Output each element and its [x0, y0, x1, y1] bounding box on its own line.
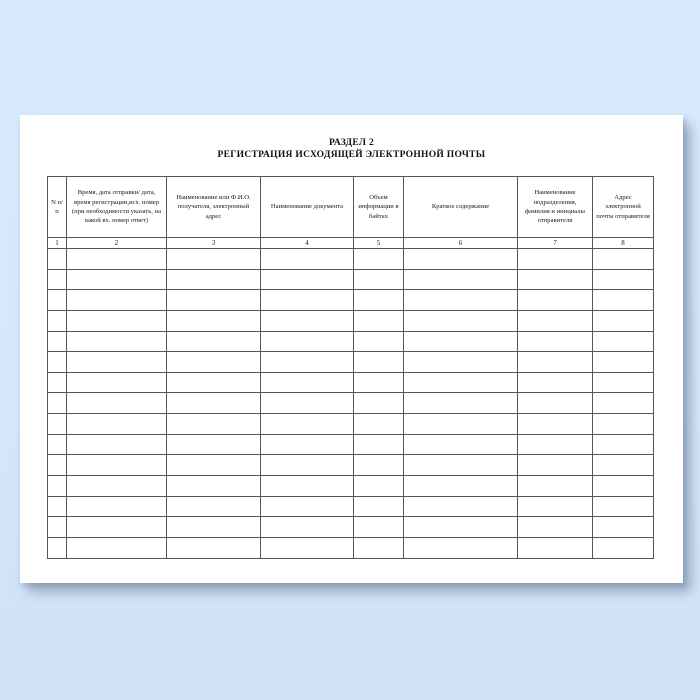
empty-cell-col8: [593, 269, 654, 290]
table-row: [48, 455, 654, 476]
column-number-3: 3: [167, 238, 261, 249]
empty-cell-col6: [404, 455, 518, 476]
table-row: [48, 393, 654, 414]
column-number-1: 1: [48, 238, 67, 249]
empty-cell-col7: [518, 290, 593, 311]
column-header-2: Время, дата отправки/ дата, время регистрации,исх. номер (при необходимости указать, на какой вх. номер ответ): [67, 177, 167, 238]
empty-cell-col4: [261, 496, 354, 517]
empty-cell-col7: [518, 414, 593, 435]
table-row: [48, 269, 654, 290]
column-number-8: 8: [593, 238, 654, 249]
empty-cell-col5: [354, 496, 404, 517]
empty-cell-col7: [518, 249, 593, 270]
empty-cell-col6: [404, 496, 518, 517]
empty-cell-col2: [67, 290, 167, 311]
empty-cell-col8: [593, 476, 654, 497]
table-row: [48, 496, 654, 517]
table-row: [48, 310, 654, 331]
column-number-4: 4: [261, 238, 354, 249]
empty-cell-col4: [261, 537, 354, 558]
table-row: [48, 372, 654, 393]
empty-cell-col8: [593, 331, 654, 352]
empty-cell-col7: [518, 476, 593, 497]
empty-cell-col2: [67, 269, 167, 290]
empty-cell-col3: [167, 537, 261, 558]
table-body: [48, 249, 654, 559]
empty-cell-col7: [518, 331, 593, 352]
empty-cell-col3: [167, 290, 261, 311]
table-row: [48, 290, 654, 311]
empty-cell-col2: [67, 372, 167, 393]
empty-cell-col5: [354, 352, 404, 373]
column-number-6: 6: [404, 238, 518, 249]
empty-cell-col5: [354, 290, 404, 311]
empty-cell-col2: [67, 517, 167, 538]
column-header-1: N п/п: [48, 177, 67, 238]
empty-cell-col7: [518, 372, 593, 393]
empty-cell-col1: [48, 393, 67, 414]
empty-cell-col1: [48, 269, 67, 290]
empty-cell-col7: [518, 393, 593, 414]
column-header-5: Объем информации в байтах: [354, 177, 404, 238]
table-row: [48, 331, 654, 352]
empty-cell-col5: [354, 476, 404, 497]
empty-cell-col1: [48, 496, 67, 517]
document-page: [20, 115, 683, 583]
empty-cell-col7: [518, 352, 593, 373]
empty-cell-col7: [518, 537, 593, 558]
empty-cell-col3: [167, 352, 261, 373]
empty-cell-col1: [48, 537, 67, 558]
empty-cell-col5: [354, 537, 404, 558]
empty-cell-col5: [354, 331, 404, 352]
empty-cell-col3: [167, 517, 261, 538]
empty-cell-col5: [354, 455, 404, 476]
empty-cell-col2: [67, 476, 167, 497]
empty-cell-col7: [518, 517, 593, 538]
empty-cell-col7: [518, 269, 593, 290]
document-title: [20, 137, 683, 161]
empty-cell-col8: [593, 290, 654, 311]
table-row: [48, 476, 654, 497]
empty-cell-col3: [167, 434, 261, 455]
empty-cell-col4: [261, 331, 354, 352]
empty-cell-col3: [167, 455, 261, 476]
empty-cell-col6: [404, 352, 518, 373]
empty-cell-col4: [261, 393, 354, 414]
section-title: РАЗДЕЛ 2: [329, 138, 374, 148]
empty-cell-col8: [593, 537, 654, 558]
column-number-2: 2: [67, 238, 167, 249]
empty-cell-col8: [593, 434, 654, 455]
empty-cell-col2: [67, 537, 167, 558]
empty-cell-col5: [354, 393, 404, 414]
empty-cell-col8: [593, 352, 654, 373]
empty-cell-col3: [167, 310, 261, 331]
empty-cell-col6: [404, 331, 518, 352]
empty-cell-col6: [404, 414, 518, 435]
empty-cell-col4: [261, 434, 354, 455]
empty-cell-col7: [518, 496, 593, 517]
empty-cell-col8: [593, 414, 654, 435]
column-header-4: Наименование документа: [261, 177, 354, 238]
empty-cell-col5: [354, 517, 404, 538]
empty-cell-col6: [404, 393, 518, 414]
empty-cell-col5: [354, 414, 404, 435]
empty-cell-col3: [167, 331, 261, 352]
empty-cell-col1: [48, 517, 67, 538]
empty-cell-col4: [261, 476, 354, 497]
empty-cell-col7: [518, 310, 593, 331]
empty-cell-col7: [518, 434, 593, 455]
empty-cell-col4: [261, 455, 354, 476]
empty-cell-col6: [404, 372, 518, 393]
column-header-6: Краткое содержание: [404, 177, 518, 238]
table-row: [48, 414, 654, 435]
empty-cell-col8: [593, 372, 654, 393]
table-row: [48, 352, 654, 373]
empty-cell-col3: [167, 414, 261, 435]
empty-cell-col8: [593, 455, 654, 476]
empty-cell-col4: [261, 310, 354, 331]
empty-cell-col6: [404, 310, 518, 331]
empty-cell-col2: [67, 434, 167, 455]
empty-cell-col6: [404, 537, 518, 558]
empty-cell-col5: [354, 434, 404, 455]
empty-cell-col2: [67, 310, 167, 331]
empty-cell-col6: [404, 249, 518, 270]
empty-cell-col8: [593, 310, 654, 331]
table-row: [48, 249, 654, 270]
empty-cell-col2: [67, 496, 167, 517]
empty-cell-col5: [354, 249, 404, 270]
empty-cell-col1: [48, 455, 67, 476]
empty-cell-col3: [167, 249, 261, 270]
empty-cell-col5: [354, 310, 404, 331]
empty-cell-col4: [261, 352, 354, 373]
table-row: [48, 517, 654, 538]
empty-cell-col2: [67, 331, 167, 352]
empty-cell-col1: [48, 331, 67, 352]
column-header-8: Адрес электронной почты отправителя: [593, 177, 654, 238]
empty-cell-col2: [67, 414, 167, 435]
empty-cell-col6: [404, 290, 518, 311]
empty-cell-col3: [167, 393, 261, 414]
empty-cell-col8: [593, 496, 654, 517]
empty-cell-col6: [404, 269, 518, 290]
header-row: [48, 177, 654, 238]
empty-cell-col8: [593, 249, 654, 270]
empty-cell-col8: [593, 393, 654, 414]
empty-cell-col3: [167, 476, 261, 497]
empty-cell-col1: [48, 310, 67, 331]
table-row: [48, 537, 654, 558]
column-header-3: Наименование или Ф.И.О. получателя, электронный адрес: [167, 177, 261, 238]
empty-cell-col1: [48, 372, 67, 393]
column-number-7: 7: [518, 238, 593, 249]
empty-cell-col2: [67, 249, 167, 270]
empty-cell-col7: [518, 455, 593, 476]
empty-cell-col6: [404, 517, 518, 538]
column-number-5: 5: [354, 238, 404, 249]
empty-cell-col3: [167, 496, 261, 517]
empty-cell-col5: [354, 372, 404, 393]
empty-cell-col1: [48, 434, 67, 455]
main-title: РЕГИСТРАЦИЯ ИСХОДЯЩЕЙ ЭЛЕКТРОННОЙ ПОЧТЫ: [217, 150, 486, 160]
empty-cell-col1: [48, 414, 67, 435]
empty-cell-col4: [261, 290, 354, 311]
empty-cell-col4: [261, 249, 354, 270]
empty-cell-col1: [48, 249, 67, 270]
register-table: [47, 176, 654, 559]
column-number-row: [48, 238, 654, 249]
empty-cell-col4: [261, 414, 354, 435]
empty-cell-col2: [67, 455, 167, 476]
empty-cell-col1: [48, 352, 67, 373]
empty-cell-col1: [48, 290, 67, 311]
empty-cell-col4: [261, 269, 354, 290]
empty-cell-col6: [404, 434, 518, 455]
empty-cell-col6: [404, 476, 518, 497]
column-header-7: Наименование подразделения, фамилия и инициалы отправителя: [518, 177, 593, 238]
empty-cell-col1: [48, 476, 67, 497]
empty-cell-col2: [67, 352, 167, 373]
empty-cell-col8: [593, 517, 654, 538]
empty-cell-col3: [167, 269, 261, 290]
table-row: [48, 434, 654, 455]
empty-cell-col5: [354, 269, 404, 290]
empty-cell-col3: [167, 372, 261, 393]
empty-cell-col4: [261, 517, 354, 538]
empty-cell-col4: [261, 372, 354, 393]
empty-cell-col2: [67, 393, 167, 414]
